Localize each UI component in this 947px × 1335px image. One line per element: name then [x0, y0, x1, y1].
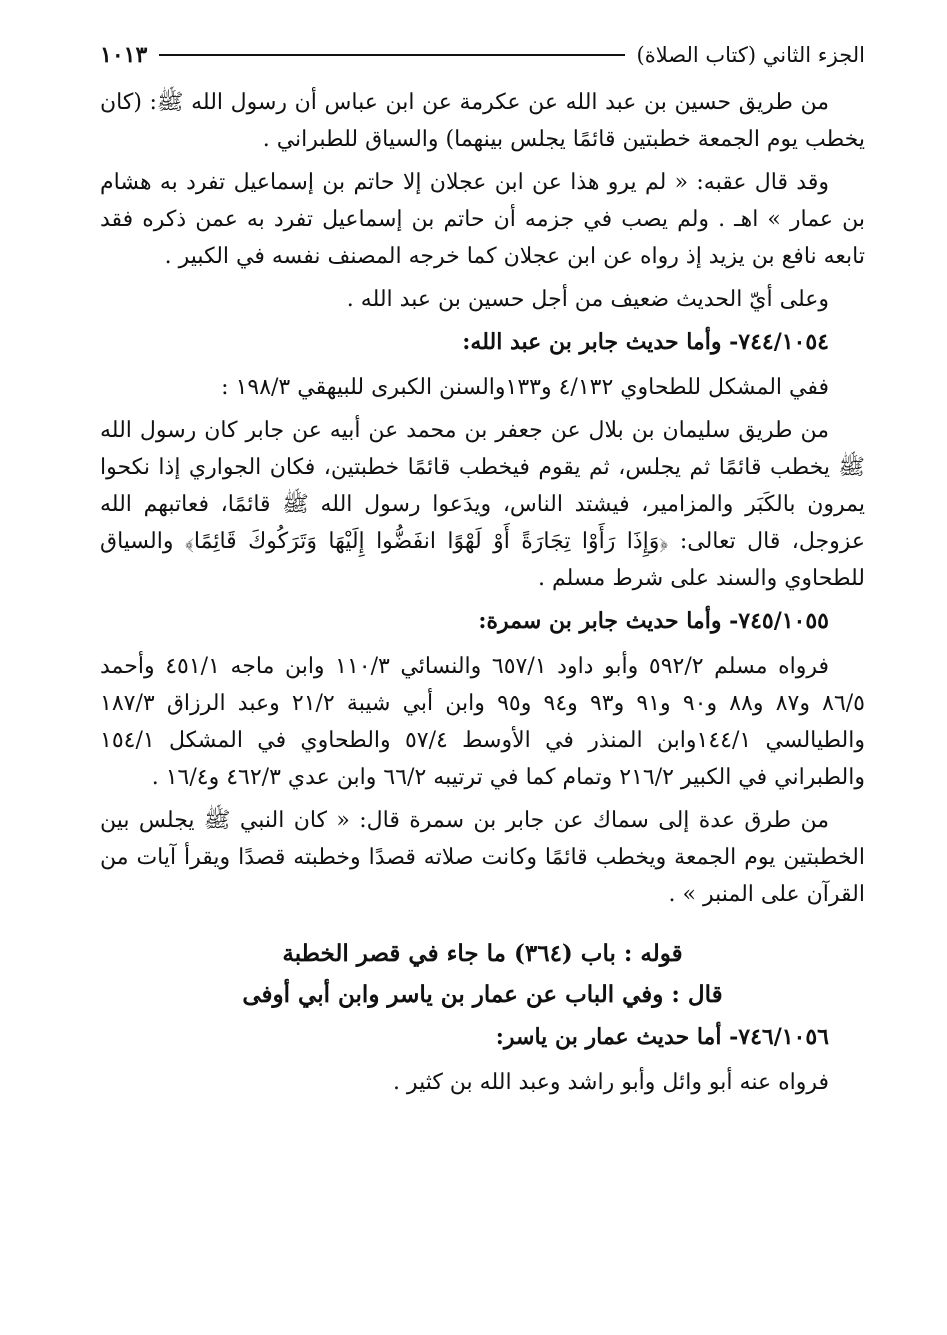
paragraph-5: من طريق سليمان بن بلال عن جعفر بن محمد عن أبيه عن جابر كان رسول الله ﷺ يخطب قائمًا ثم يجلس، ثم يقوم فيخطب قائمًا خطبتين، فكان الجواري إذا نكحوا يمرون بالكَبَر والمزامير، فيشتد الناس، ويدَعوا رسول الله ﷺ قائمًا، فعاتبهم الله عزوجل، قال تعالى: ﴿وَإِذَا رَأَوْا تِجَارَةً أَوْ لَهْوًا انفَضُّوا إِلَيْهَا وَتَرَكُوكَ قَائِمًا﴾ والسياق للطحاوي والسند على شرط مسلم .: [100, 418, 865, 591]
hadith-heading-1054: ٧٤٤/١٠٥٤- وأما حديث جابر بن عبد الله:: [462, 329, 829, 355]
paragraph-4: ففي المشكل للطحاوي ٤/١٣٢ و١٣٣والسنن الكبرى للبيهقي ١٩٨/٣ :: [221, 375, 829, 400]
paragraph-2: وقد قال عقبه: « لم يرو هذا عن ابن عجلان إلا حاتم بن إسماعيل تفرد به هشام بن عمار » اهـ . ولم يصب في جزمه أن حاتم بن إسماعيل تفرد به عمن ذكره فقد تابعه نافع بن يزيد إذ رواه عن ابن عجلان كما خرجه المصنف نفسه في الكبير .: [100, 170, 865, 269]
chapter-title: قوله : باب (٣٦٤) ما جاء في قصر الخطبة: [282, 940, 683, 967]
paragraph-7: من طرق عدة إلى سماك عن جابر بن سمرة قال: « كان النبي ﷺ يجلس بين الخطبتين يوم الجمعة ويخطب قائمًا وكانت صلاته قصدًا وخطبته قصدًا ويقرأ آيات من القرآن على المنبر » .: [100, 808, 865, 907]
hadith-heading-1055: ٧٤٥/١٠٥٥- وأما حديث جابر بن سمرة:: [478, 608, 829, 634]
hadith-heading-1056: ٧٤٦/١٠٥٦- أما حديث عمار بن ياسر:: [495, 1024, 829, 1050]
paragraph-1: من طريق حسين بن عبد الله عن عكرمة عن ابن عباس أن رسول الله ﷺ: (كان يخطب يوم الجمعة خطبتين قائمًا يجلس بينهما) والسياق للطبراني .: [100, 90, 865, 152]
chapter-subtitle: قال : وفي الباب عن عمار بن ياسر وابن أبي أوفى: [242, 981, 723, 1008]
page-header: [100, 38, 865, 72]
paragraph-8: فرواه عنه أبو وائل وأبو راشد وعبد الله بن كثير .: [392, 1070, 829, 1095]
header-rule: [159, 54, 624, 56]
page-number: ١٠١٣: [100, 42, 148, 68]
page-body: [100, 84, 865, 1107]
running-title: الجزء الثاني (كتاب الصلاة): [636, 43, 865, 67]
paragraph-6: فرواه مسلم ٥٩٢/٢ وأبو داود ٦٥٧/١ والنسائي ١١٠/٣ وابن ماجه ٤٥١/١ وأحمد ٨٦/٥ و٨٧ و٨٨ و٩٠ و٩١ و٩٣ و٩٤ و٩٥ وابن أبي شيبة ٢١/٢ وعبد الرزاق ١٨٧/٣ والطيالسي ١٤٤/١وابن المنذر في الأوسط ٥٧/٤ والطحاوي في المشكل ١٥٤/١ والطبراني في الكبير ٢١٦/٢ وتمام كما في ترتيبه ٦٦/٢ وابن عدي ٤٦٢/٣ و١٦/٤ .: [100, 654, 866, 790]
paragraph-3: وعلى أيّ الحديث ضعيف من أجل حسين بن عبد الله .: [346, 287, 829, 312]
